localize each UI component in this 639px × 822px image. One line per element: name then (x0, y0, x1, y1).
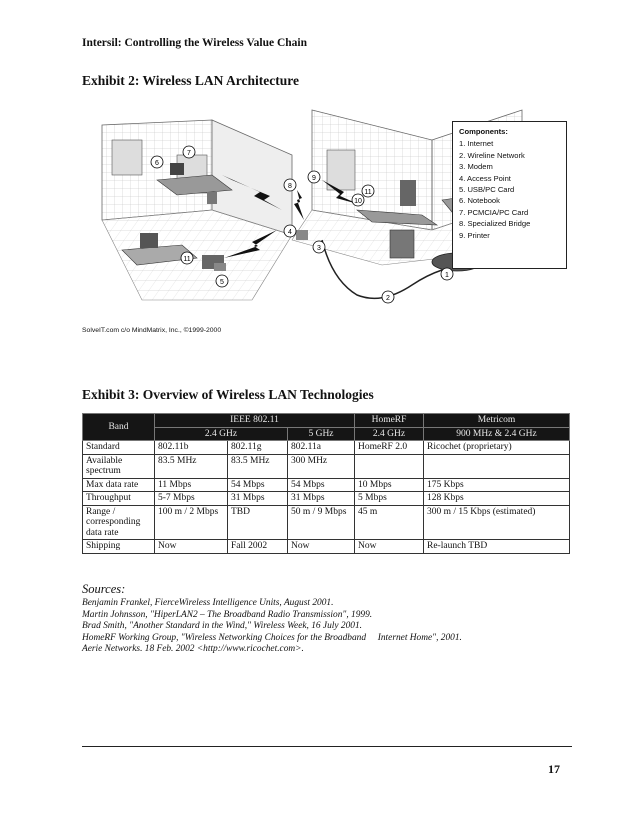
component-item: 2. Wireline Network (459, 150, 525, 160)
component-item: 9. Printer (459, 230, 490, 240)
table-cell: 128 Kbps (424, 492, 570, 506)
band-header-cell: 900 MHz & 2.4 GHz (424, 427, 570, 441)
callout-3: 3 (317, 245, 321, 252)
table-cell: 802.11b (155, 441, 228, 455)
table-header-row (83, 414, 570, 428)
left-room (102, 120, 292, 300)
table-cell: Fall 2002 (228, 540, 288, 554)
table-cell: 175 Kbps (424, 478, 570, 492)
table-cell: HomeRF 2.0 (355, 441, 424, 455)
table-cell: Now (355, 540, 424, 554)
table-cell: 300 m / 15 Kbps (estimated) (424, 505, 570, 540)
sources-list (82, 598, 602, 656)
callout-11-left: 11 (183, 256, 191, 263)
component-item: 6. Notebook (459, 196, 500, 206)
callout-8: 8 (288, 183, 292, 190)
table-row (83, 478, 570, 492)
table-row (83, 441, 570, 455)
row-label: Range / corresponding data rate (83, 505, 155, 540)
table-cell: 100 m / 2 Mbps (155, 505, 228, 540)
table-row (83, 505, 570, 540)
callout-10: 10 (354, 198, 362, 205)
table-cell: 31 Mbps (228, 492, 288, 506)
running-header: Intersil: Controlling the Wireless Value Chain (82, 37, 308, 49)
page-number: 17 (548, 762, 560, 776)
components-heading: Components: (459, 127, 508, 136)
row-label: Standard (83, 441, 155, 455)
callout-1: 1 (445, 272, 449, 279)
table-cell: 5-7 Mbps (155, 492, 228, 506)
table-cell (424, 454, 570, 478)
group-header-ieee: IEEE 802.11 (155, 414, 355, 428)
table-cell: 45 m (355, 505, 424, 540)
row-label: Throughput (83, 492, 155, 506)
component-item: 7. PCMCIA/PC Card (459, 207, 529, 217)
source-entry: Brad Smith, "Another Standard in the Wind," Wireless Week, 16 July 2001. (82, 621, 362, 632)
component-item: 5. USB/PC Card (459, 185, 515, 195)
table-cell (355, 454, 424, 478)
table-row (83, 540, 570, 554)
callout-6: 6 (155, 160, 159, 167)
table-header-row (83, 427, 570, 441)
component-item: 1. Internet (459, 139, 494, 149)
footer-divider (82, 746, 572, 747)
wireless-lan-technologies-table (82, 413, 570, 554)
band-header: Band (83, 414, 155, 441)
components-legend (452, 121, 567, 269)
table-cell: 83.5 MHz (155, 454, 228, 478)
component-item: 8. Specialized Bridge (459, 219, 531, 229)
table-cell: 300 MHz (288, 454, 355, 478)
table-cell: 50 m / 9 Mbps (288, 505, 355, 540)
band-header-cell: 5 GHz (288, 427, 355, 441)
table-row (83, 454, 570, 478)
table-cell: 802.11a (288, 441, 355, 455)
source-entry: Benjamin Frankel, FierceWireless Intelligence Units, August 2001. (82, 598, 334, 608)
callout-9: 9 (312, 175, 316, 182)
table-cell: Now (288, 540, 355, 554)
exhibit-3-title: Exhibit 3: Overview of Wireless LAN Technologies (82, 387, 374, 402)
component-item: 3. Modem (459, 162, 493, 172)
band-header-cell: 2.4 GHz (355, 427, 424, 441)
source-entry: Aerie Networks. 18 Feb. 2002 <http://www.ricochet.com>. (82, 644, 304, 655)
callout-5: 5 (220, 279, 224, 286)
table-row (83, 492, 570, 506)
table-cell: 802.11g (228, 441, 288, 455)
table-cell: 11 Mbps (155, 478, 228, 492)
table-cell: 31 Mbps (288, 492, 355, 506)
callout-11-right: 11 (364, 189, 372, 196)
table-cell: 5 Mbps (355, 492, 424, 506)
table-cell: 10 Mbps (355, 478, 424, 492)
row-label: Available spectrum (83, 454, 155, 478)
sources-label: Sources: (82, 582, 126, 596)
component-item: 4. Access Point (459, 173, 511, 183)
table-cell: TBD (228, 505, 288, 540)
exhibit-2-title: Exhibit 2: Wireless LAN Architecture (82, 73, 299, 88)
source-entry: HomeRF Working Group, "Wireless Networking Choices for the Broadband Internet Home", 2001. (82, 632, 462, 643)
table-cell: Now (155, 540, 228, 554)
row-label: Max data rate (83, 478, 155, 492)
callout-7: 7 (187, 150, 191, 157)
diagram-credit: SolveIT.com c/o MindMatrix, Inc., ©1999-2000 (82, 327, 222, 334)
table-cell: 54 Mbps (228, 478, 288, 492)
callout-4: 4 (288, 229, 292, 236)
table-cell: 83.5 MHz (228, 454, 288, 478)
table-cell: Ricochet (proprietary) (424, 441, 570, 455)
table-cell: 54 Mbps (288, 478, 355, 492)
band-header-cell: 2.4 GHz (155, 427, 288, 441)
row-label: Shipping (83, 540, 155, 554)
table-cell: Re-launch TBD (424, 540, 570, 554)
callout-2: 2 (386, 295, 390, 302)
group-header-homerf: HomeRF (355, 414, 424, 428)
group-header-metricom: Metricom (424, 414, 570, 428)
source-entry: Martin Johnsson, "HiperLAN2 – The Broadband Radio Transmission", 1999. (82, 609, 373, 620)
